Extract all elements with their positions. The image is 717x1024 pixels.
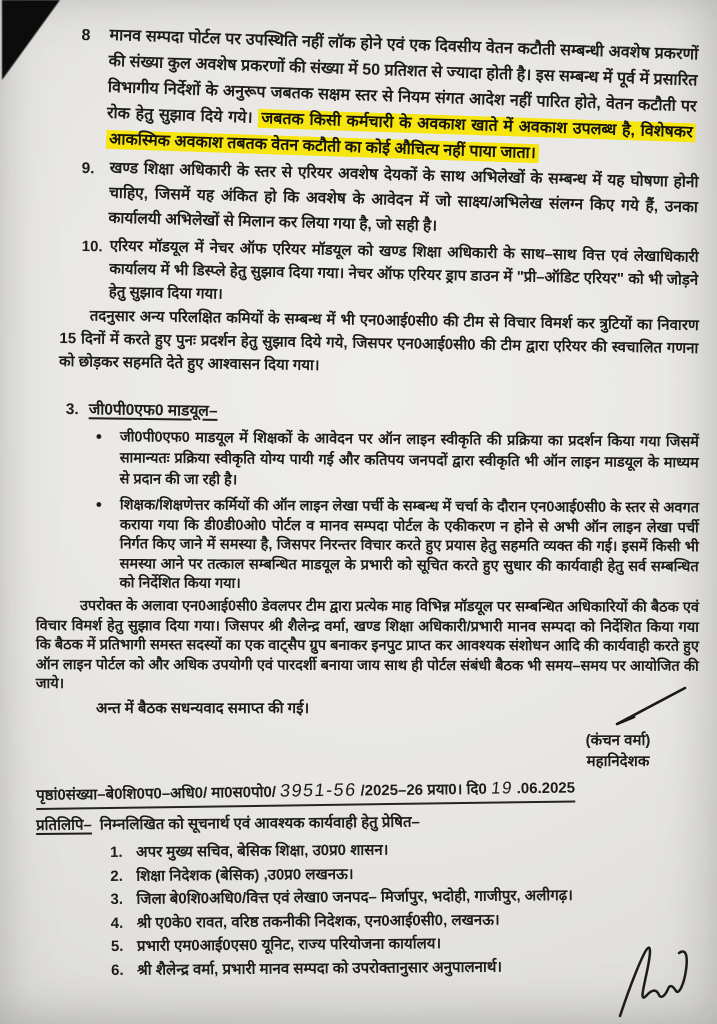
bullet-icon: • [95, 427, 102, 447]
copy-intro: निम्नलिखित को सूचनार्थ एवं आवश्यक कार्यवाही हेतु प्रेषित– [99, 813, 420, 834]
list-text: अपर मुख्य सचिव, बेसिक शिक्षा, उ0प्र0 शासन। [136, 841, 389, 861]
bullet-item-1 [81, 427, 699, 495]
handwritten-dispatch-number: 3951-56 [278, 779, 358, 801]
list-number: 5. [110, 937, 124, 955]
closing-paragraph: उपरोक्त के अलावा एन0आई0सी0 डेवलपर टीम द्वारा प्रत्येक माह विभिन्न मॉडयूल पर सम्बन्धित अधिकारियों की बैठक एवं विचार विमर्श हेतु सुझाव दिया गया। जिसपर श्री शैलेन्द्र वर्मा, खण्ड शिक्षा अधिकारी/प्रभारी मानव सम्पदा को निर्देशित किया गया कि बैठक में प्रतिभागी समस्त सदस्यों का एक वाट्सैप ग्रुप बनाकर इनपुट प्राप्त कर आवश्यक संशोधन आदि की कार्यवाही करते हुए ऑन लाइन पोर्टल को और अधिक उपयोगी एवं पारदर्शी बनाया जाय साथ ही पोर्टल संबंधी बैठक भी समय–समय पर आयोजित की जाये। [35, 597, 699, 692]
list-number: 2. [110, 867, 123, 885]
copy-label: प्रतिलिपि– [36, 816, 92, 834]
section-title: जी0पी0एफ0 माडयूल– [88, 401, 218, 420]
item10-text: एरियर मॉडयूल में नेचर ऑफ एरियर मॉडयूल को खण्ड शिक्षा अधिकारी के साथ–साथ वित्त एवं लेखाधिकारी कार्यालय में भी डिस्प्ले हेतु सुझाव दिया गया। नेचर ऑफ एरियर ड्राप डाउन में "प्री–ऑडिट एरियर" को भी जोड़ने हेतु सुझाव दिया गया। [108, 237, 699, 303]
signatory-title: महानिदेशक [586, 753, 650, 770]
bullet2-text: शिक्षक/शिक्षणेत्तर कर्मियों की ऑन लाइन लेखा पर्ची के सम्बन्ध में चर्चा के दौरान एन0आई0सी0 के स्तर से अवगत कराया गया कि डी0डी0ओ0 पोर्टल व मानव सम्पदा पोर्टल के एकीकरण न होने से अभी ऑन लाइन लेखा पर्ची निर्गत किए जाने में समस्या है, जिसपर निरन्तर विचार करते हुए प्रयास हेतु सहमति व्यक्त की गई। इसमें किसी भी समस्या आने पर तत्काल सम्बन्धित माडयूल के प्रभारी को सूचित करते हुए सुधार की कार्यवाही हेतु सर्व सम्बन्धित को निर्देशित किया गया। [119, 497, 699, 592]
list-text: शिक्षा निदेशक (बेसिक) ,उ0प्र0 लखनऊ। [136, 865, 354, 885]
reference-printed-middle: /2025–26 प्रया0। दि0 [360, 780, 487, 800]
bullet-item-2 [81, 496, 699, 597]
list-number: 6. [111, 961, 124, 979]
cursive-signature-icon [612, 938, 704, 1022]
bullet-icon: • [95, 495, 102, 515]
reference-underlined [36, 776, 575, 810]
reference-printed-suffix: .06.2025 [516, 779, 576, 798]
section-number: 3. [65, 400, 79, 419]
handwritten-day: 19 [489, 778, 514, 798]
numbered-item-10 [81, 234, 699, 315]
list-text: श्री ए0के0 रावत, वरिष्ठ तकनीकी निदेशक, एन0आई0सी0, लखनऊ। [136, 911, 500, 932]
section-3-heading-row [66, 397, 699, 427]
item-number: 8 [81, 26, 91, 45]
signatory-name: (कंचन वर्मा) [585, 732, 651, 749]
list-number: 1. [110, 843, 123, 861]
reference-number-line [36, 775, 699, 810]
tadnusar-paragraph: तदनुसार अन्य परिलक्षित कमियों के सम्बन्ध में भी एन0आई0सी0 की टीम से विचार विमर्श कर त्रुटियों का निवारण 15 दिनों में करते हुए पुनः प्रदर्शन हेतु सुझाव दिये गये, जिसपर एन0आई0सी0 की टीम द्वारा एरियर की स्वचालित गणना को छोड़कर सहमति देते हुए आश्वासन दिया गया। [58, 307, 699, 375]
list-text: प्रभारी एम0आई0एस0 यूनिट, राज्य परियोजना कार्यालय। [136, 935, 442, 955]
list-text: जिला बे0शि0अधि0/वित्त एवं लेखा0 जनपद– मिर्जापुर, भदोही, गाजीपुर, अलीगढ़। [136, 886, 573, 908]
item8-text: मानव सम्पदा पोर्टल पर उपस्थिति नहीं लॉक होने एवं एक दिवसीय वेतन कटौती सम्बन्धी अवशेष प्रकरणों की संख्या कुल अवशेष प्रकरणों की संख्या में 50 प्रतिशत से ज्यादा होती है। इस सम्बन्ध में पूर्व में प्रसारित विभागीय निर्देशों के अनुरूप जबतक सक्षम स्तर से नियम संगत आदेश नहीं पारित होते, वेतन कटौती पर रोक हेतु सुझाव दिये गये। [106, 26, 699, 127]
item-number: 9. [81, 159, 95, 178]
copy-to-line [36, 809, 699, 835]
numbered-item-8 [78, 22, 699, 172]
reference-printed-prefix: पृष्ठां0संख्या–बे0शि0प0–अधि0/ मा0स0पो0/ [36, 783, 277, 804]
list-number: 4. [110, 914, 124, 932]
list-text: श्री शैलेन्द्र वर्मा, प्रभारी मानव सम्पदा को उपरोक्तानुसार अनुपालनार्थ। [137, 958, 503, 979]
list-number: 3. [110, 890, 124, 908]
closing-line: अन्त में बैठक सधन्यवाद समाप्त की गई। [96, 700, 310, 717]
numbered-item-9 [80, 155, 699, 245]
bullet1-text: जी0पी0एफ0 माडयूल में शिक्षकों के आवेदन पर ऑन लाइन स्वीकृति की प्रक्रिया का प्रदर्शन किया गया जिसमें सामान्यतः प्रक्रिया स्वीकृति योग्य पायी गई और कतिपय जनपदों द्वारा स्वीकृति भी ऑन लाइन माडयूल के माध्यम से प्रदान की जा रही है। [119, 429, 699, 489]
highlighted-text: जबतक किसी कर्मचारी के अवकाश खाते में अवकाश उपलब्ध है, विशेषकर आकस्मिक अवकाश तबतक वेतन कटौती का कोई औचित्य नहीं पाया जाता। [106, 109, 696, 163]
item-number: 10. [81, 237, 103, 256]
item9-text: खण्ड शिक्षा अधिकारी के स्तर से एरियर अवशेष देयकों के साथ अभिलेखों के सम्बन्ध में यह घोषणा होनी चाहिए, जिसमें यह अंकित हो कि अवशेष के आवेदन में जो साक्ष्य/अभिलेख संलग्न किए गये हैं, उनका कार्यालयी अभिलेखों से मिलान कर लिया गया है, जो सही है। [108, 159, 699, 235]
item-text [106, 23, 699, 172]
